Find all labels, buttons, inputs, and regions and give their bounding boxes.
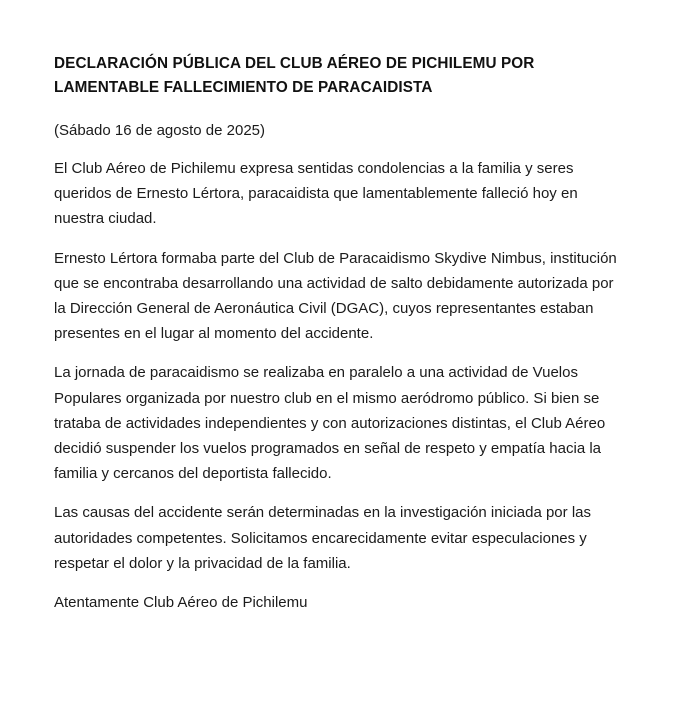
- paragraph-skydive-club: Ernesto Lértora formaba parte del Club de Paracaidismo Skydive Nimbus, institución que se encontraba desarrollando una actividad de salto debidamente autorizada por la Dirección General de Aeronáutica Civil (DGAC), cuyos representantes estaban presentes en el lugar al momento del accidente.: [54, 249, 617, 343]
- page-title: DECLARACIÓN PÚBLICA DEL CLUB AÉREO DE PICHILEMU POR LAMENTABLE FALLECIMIENTO DE PARACAIDISTA: [54, 55, 535, 96]
- paragraph-condolences: El Club Aéreo de Pichilemu expresa sentidas condolencias a la familia y seres queridos de Ernesto Lértora, paracaidista que lamentablemente falleció hoy en nuestra ciudad.: [54, 160, 578, 228]
- document-date: (Sábado 16 de agosto de 2025): [54, 122, 266, 139]
- public-statement: [54, 52, 628, 615]
- paragraph-investigation: Las causas del accidente serán determinadas en la investigación iniciada por las autoridades competentes. Solicitamos encarecidamente evitar especulaciones y respetar el dolor y la privacidad de la familia.: [54, 504, 591, 572]
- paragraph-flight-suspension: La jornada de paracaidismo se realizaba en paralelo a una actividad de Vuelos Populares organizada por nuestro club en el mismo aeródromo público. Si bien se trataba de actividades independientes y con autorizaciones distintas, el Club Aéreo decidió suspender los vuelos programados en señal de respeto y empatía hacia la familia y cercanos del deportista fallecido.: [54, 364, 606, 483]
- document-signoff: Atentamente Club Aéreo de Pichilemu: [54, 594, 308, 612]
